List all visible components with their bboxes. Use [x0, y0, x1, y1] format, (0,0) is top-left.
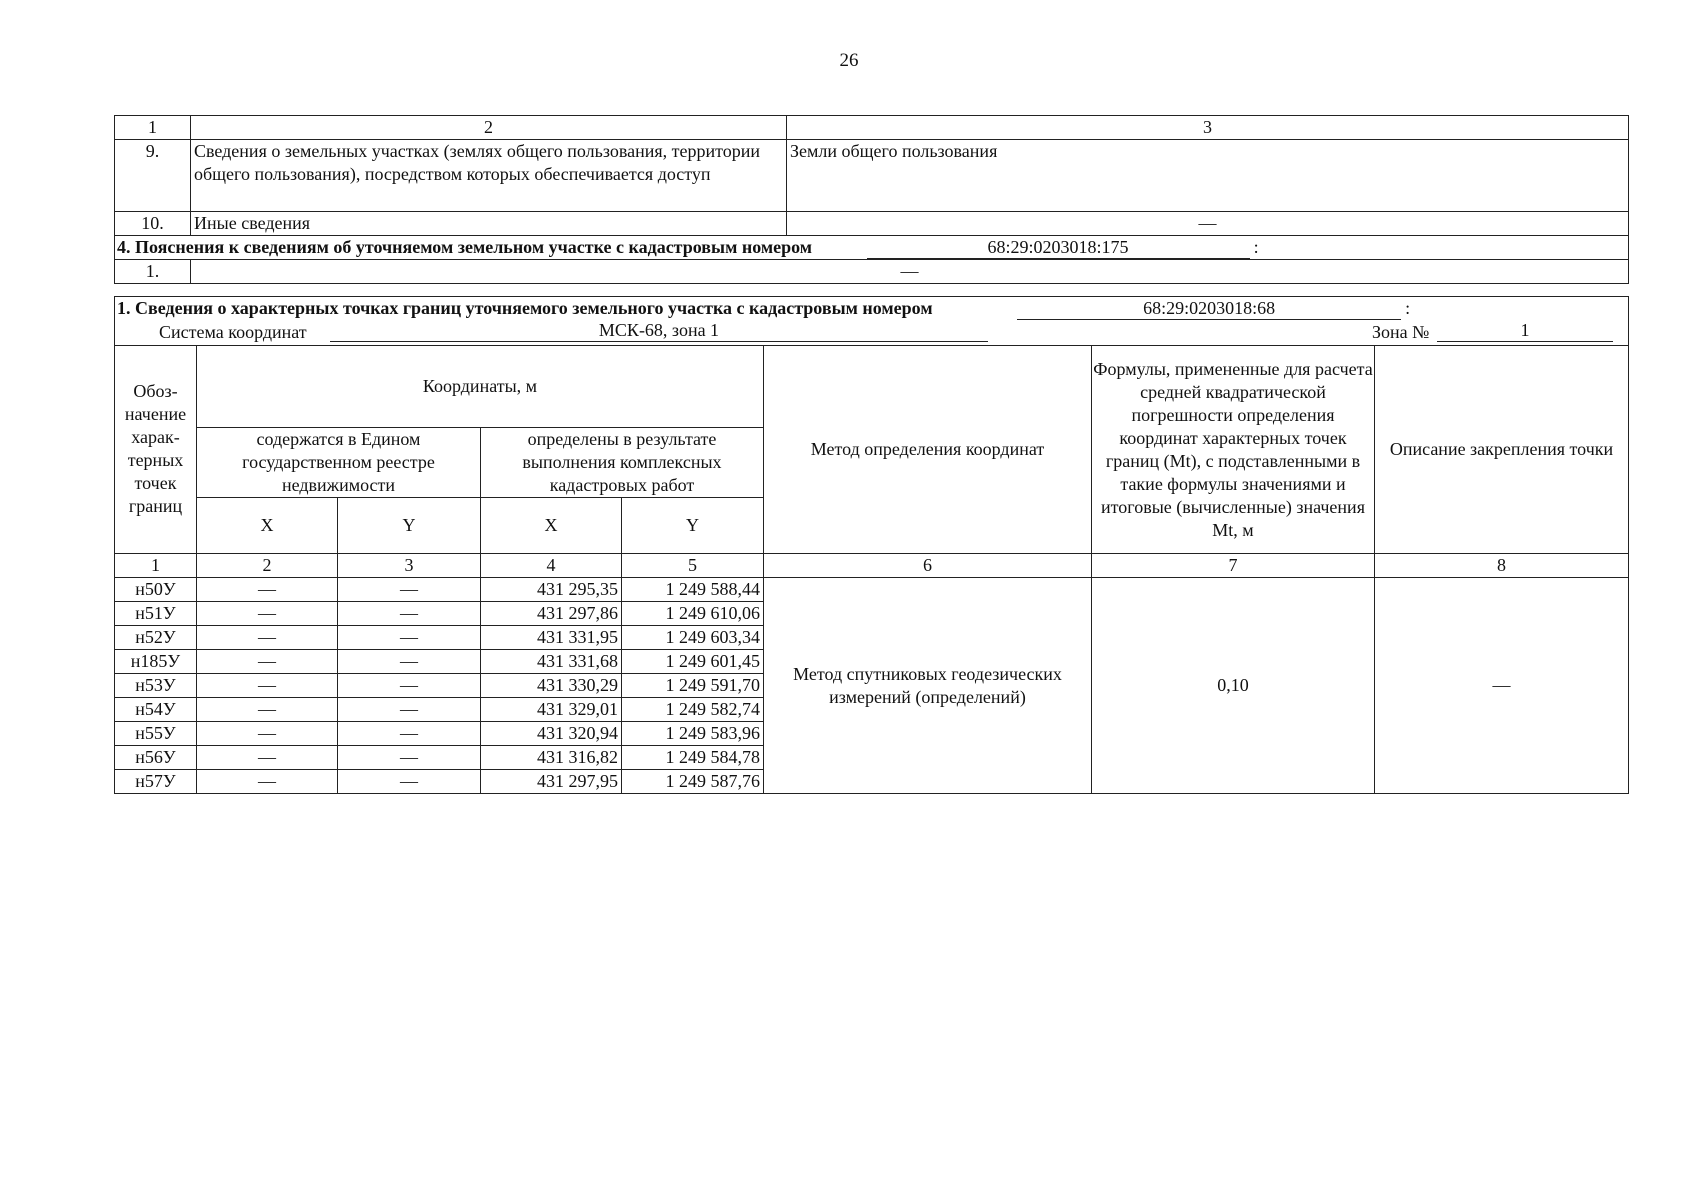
- point-x: 431 331,95: [481, 626, 622, 650]
- designation-header: Обоз-начение харак-терных точек границ: [115, 346, 197, 554]
- method-value: Метод спутниковых геодезических измерений (определений): [764, 578, 1092, 794]
- coord-system-cell: [115, 320, 1629, 346]
- section-1-cadastral-number: 68:29:0203018:68: [1017, 298, 1401, 320]
- point-y: 1 249 587,76: [622, 770, 764, 794]
- point-name: н55У: [115, 722, 197, 746]
- point-y-egrn: —: [338, 770, 481, 794]
- point-y: 1 249 610,06: [622, 602, 764, 626]
- table-row: [115, 260, 1629, 284]
- point-y-egrn: —: [338, 602, 481, 626]
- y-egrn-header: Y: [338, 498, 481, 554]
- table-header-row: [115, 116, 1629, 140]
- col-number: 7: [1092, 554, 1375, 578]
- col-number: 1: [115, 554, 197, 578]
- x-header: X: [481, 498, 622, 554]
- coordinates-header: Координаты, м: [197, 346, 764, 428]
- point-x: 431 331,68: [481, 650, 622, 674]
- point-y: 1 249 591,70: [622, 674, 764, 698]
- section-4-colon: :: [1253, 237, 1259, 257]
- column-numbers-row: [115, 554, 1629, 578]
- section-4-cell: [115, 236, 1629, 260]
- point-x-egrn: —: [197, 770, 338, 794]
- table-row: [115, 578, 1629, 602]
- point-y: 1 249 584,78: [622, 746, 764, 770]
- row-label: Сведения о земельных участках (землях общего пользования, территории общего пользования), посредством которых обеспечивается доступ: [191, 140, 787, 212]
- row-value: Земли общего пользования: [787, 140, 1629, 212]
- row-value: —: [787, 212, 1629, 236]
- point-x-egrn: —: [197, 698, 338, 722]
- coord-system-row: [115, 320, 1629, 346]
- point-x: 431 329,01: [481, 698, 622, 722]
- y-header: Y: [622, 498, 764, 554]
- point-y: 1 249 601,45: [622, 650, 764, 674]
- coord-system-value: МСК-68, зона 1: [330, 320, 988, 342]
- coord-system-label: Система координат: [159, 322, 307, 342]
- point-x: 431 316,82: [481, 746, 622, 770]
- boundary-points-table: [114, 296, 1629, 794]
- header-row-1: [115, 346, 1629, 428]
- table-row: [115, 212, 1629, 236]
- description-header: Описание закрепления точки: [1375, 346, 1629, 554]
- point-y: 1 249 582,74: [622, 698, 764, 722]
- row-number: 10.: [115, 212, 191, 236]
- point-y: 1 249 588,44: [622, 578, 764, 602]
- col-header-2: 2: [191, 116, 787, 140]
- point-x-egrn: —: [197, 722, 338, 746]
- col-header-1: 1: [115, 116, 191, 140]
- row-number: 1.: [115, 260, 191, 284]
- point-y-egrn: —: [338, 698, 481, 722]
- point-y-egrn: —: [338, 674, 481, 698]
- section-4-header: [115, 236, 1629, 260]
- section-4-cadastral-number: 68:29:0203018:175: [867, 237, 1250, 259]
- point-y: 1 249 603,34: [622, 626, 764, 650]
- point-x: 431 330,29: [481, 674, 622, 698]
- point-x: 431 297,86: [481, 602, 622, 626]
- point-x: 431 320,94: [481, 722, 622, 746]
- point-y-egrn: —: [338, 650, 481, 674]
- point-x: 431 295,35: [481, 578, 622, 602]
- point-name: н56У: [115, 746, 197, 770]
- point-x-egrn: —: [197, 650, 338, 674]
- table-row: [115, 140, 1629, 212]
- contained-header: содержатся в Едином государственном реестре недвижимости: [197, 428, 481, 498]
- point-x-egrn: —: [197, 602, 338, 626]
- section-1-cell: [115, 297, 1629, 321]
- point-x-egrn: —: [197, 626, 338, 650]
- point-name: н52У: [115, 626, 197, 650]
- row-value: —: [191, 260, 1629, 284]
- point-y-egrn: —: [338, 746, 481, 770]
- col-number: 6: [764, 554, 1092, 578]
- page-number: 26: [839, 50, 859, 71]
- point-name: н54У: [115, 698, 197, 722]
- zone-label: Зона №: [1372, 322, 1430, 342]
- col-number: 8: [1375, 554, 1629, 578]
- point-y: 1 249 583,96: [622, 722, 764, 746]
- row-label: Иные сведения: [191, 212, 787, 236]
- description-value: —: [1375, 578, 1629, 794]
- method-header: Метод определения координат: [764, 346, 1092, 554]
- section-1-colon: :: [1405, 298, 1411, 318]
- determined-header: определены в результате выполнения комплексных кадастровых работ: [481, 428, 764, 498]
- zone-value: 1: [1437, 320, 1613, 342]
- col-number: 5: [622, 554, 764, 578]
- row-number: 9.: [115, 140, 191, 212]
- point-name: н53У: [115, 674, 197, 698]
- point-y-egrn: —: [338, 722, 481, 746]
- col-number: 2: [197, 554, 338, 578]
- point-x: 431 297,95: [481, 770, 622, 794]
- section-1-title: 1. Сведения о характерных точках границ уточняемого земельного участка с кадастровым номером: [117, 298, 933, 318]
- mt-value: 0,10: [1092, 578, 1375, 794]
- x-egrn-header: X: [197, 498, 338, 554]
- point-name: н51У: [115, 602, 197, 626]
- point-x-egrn: —: [197, 578, 338, 602]
- section-1-header: [115, 297, 1629, 321]
- point-y-egrn: —: [338, 626, 481, 650]
- point-name: н50У: [115, 578, 197, 602]
- col-header-3: 3: [787, 116, 1629, 140]
- point-y-egrn: —: [338, 578, 481, 602]
- point-name: н57У: [115, 770, 197, 794]
- formulas-header: Формулы, примененные для расчета средней квадратической погрешности определения координат характерных точек границ (Mt), с подставленными в такие формулы значениями и итоговые (вычисленные) значения Mt, м: [1092, 346, 1375, 554]
- point-x-egrn: —: [197, 746, 338, 770]
- section-4-title: 4. Пояснения к сведениям об уточняемом земельном участке с кадастровым номером: [117, 237, 813, 257]
- point-name: н185У: [115, 650, 197, 674]
- col-number: 3: [338, 554, 481, 578]
- point-x-egrn: —: [197, 674, 338, 698]
- parcel-info-table: [114, 115, 1629, 284]
- col-number: 4: [481, 554, 622, 578]
